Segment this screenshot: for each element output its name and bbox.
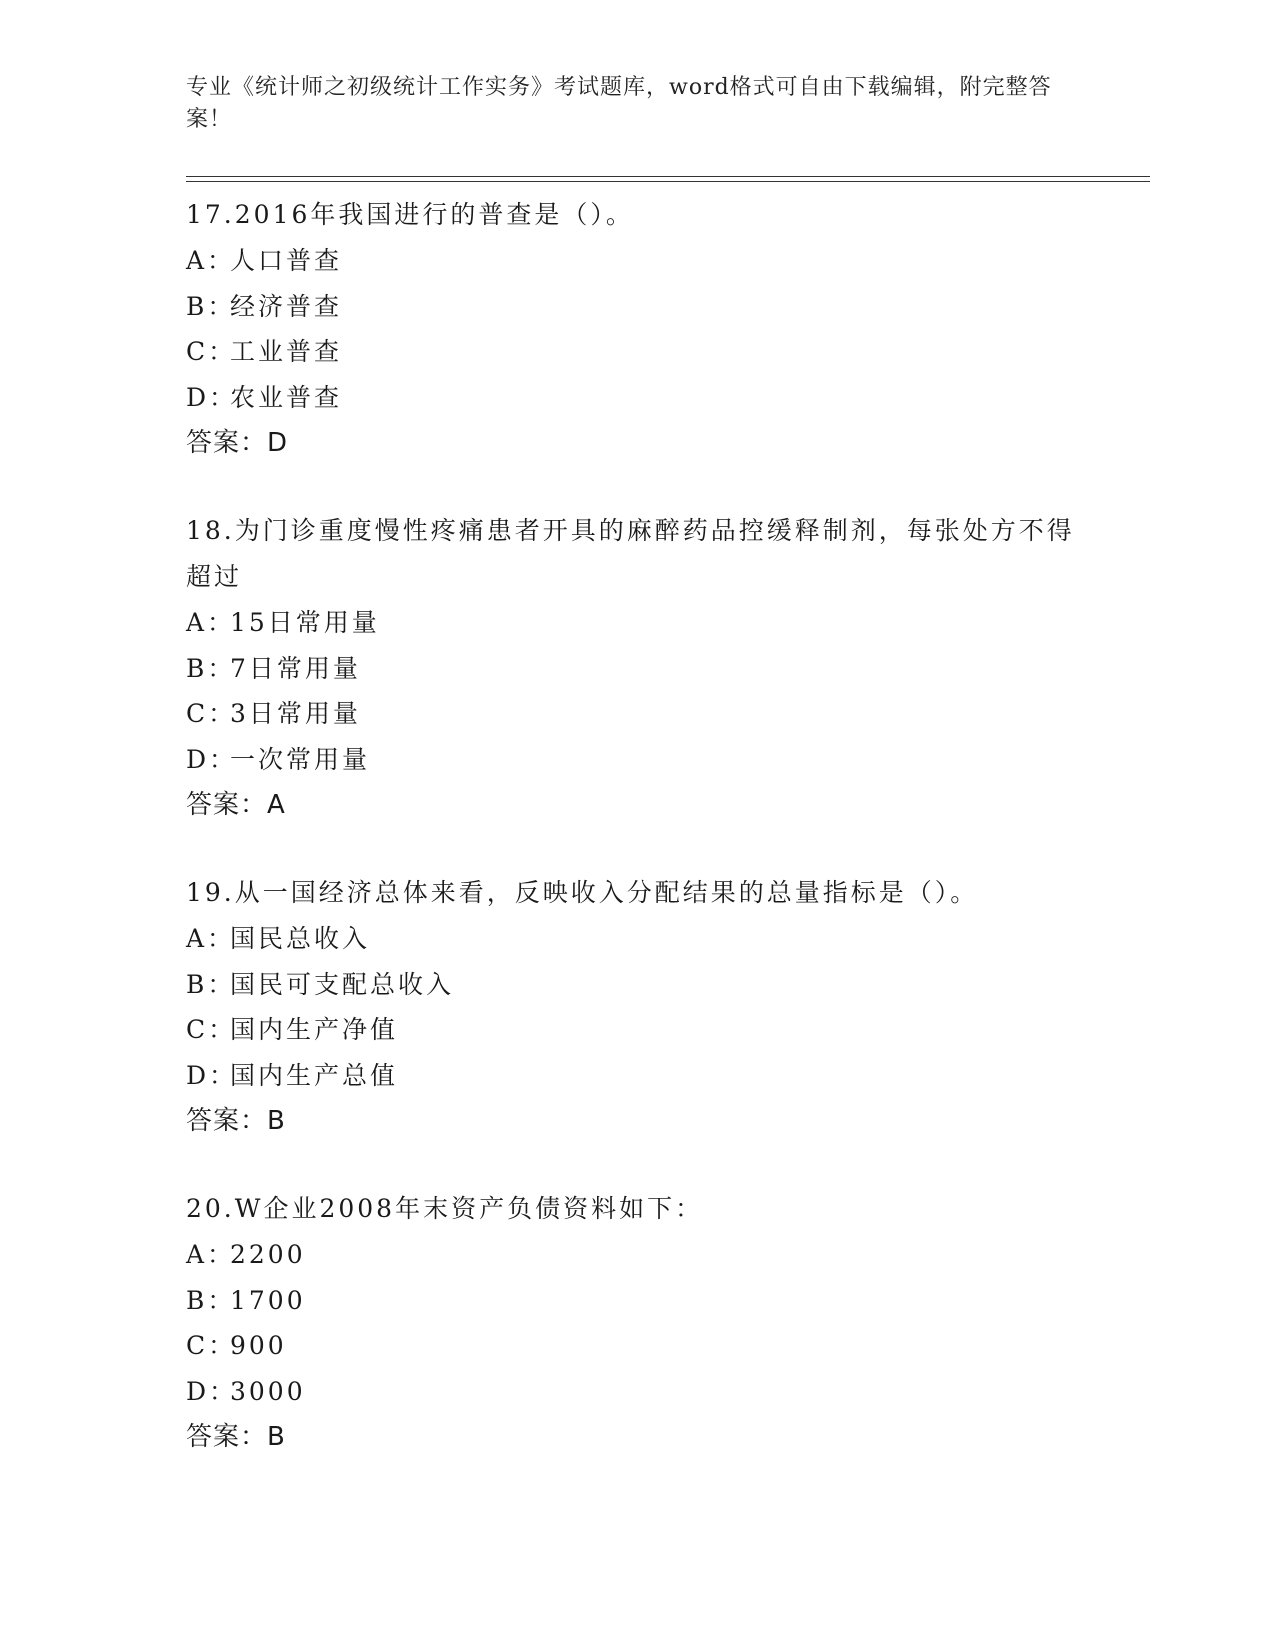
option-key: C： xyxy=(186,1331,237,1360)
option-key: A： xyxy=(186,924,236,953)
option-text: 1700 xyxy=(230,1285,306,1315)
option-a xyxy=(186,916,1086,962)
question-list xyxy=(186,192,1086,1502)
document-header: 专业《统计师之初级统计工作实务》考试题库，word格式可自由下载编辑，附完整答案！ xyxy=(186,75,1052,132)
option-b xyxy=(186,962,1086,1008)
option-a xyxy=(186,600,1086,646)
option-text: 7日常用量 xyxy=(230,653,361,683)
question-stem: 19.从一国经济总体来看，反映收入分配结果的总量指标是（）。 xyxy=(186,878,979,907)
question-18 xyxy=(186,508,1086,828)
option-c xyxy=(186,1007,1086,1053)
option-text: 15日常用量 xyxy=(230,608,380,637)
question-stem: 17.2016年我国进行的普查是（）。 xyxy=(186,200,634,229)
option-text: 900 xyxy=(230,1331,287,1360)
option-key: B： xyxy=(186,1285,236,1315)
option-d xyxy=(186,1369,1086,1415)
option-key: C： xyxy=(186,337,237,366)
answer-line: 答案：D xyxy=(186,428,289,458)
option-text: 国民可支配总收入 xyxy=(230,969,455,999)
option-text: 2200 xyxy=(230,1240,306,1269)
option-d xyxy=(186,375,1086,421)
option-text: 人口普查 xyxy=(230,246,343,275)
option-key: C： xyxy=(186,699,237,728)
answer-line: 答案：A xyxy=(186,790,286,820)
option-text: 农业普查 xyxy=(230,382,343,412)
option-c xyxy=(186,691,1086,737)
option-key: B： xyxy=(186,653,236,683)
option-key: D： xyxy=(186,1376,238,1406)
question-19 xyxy=(186,870,1086,1144)
header-divider-bottom xyxy=(186,181,1150,182)
option-key: A： xyxy=(186,608,236,637)
option-b xyxy=(186,284,1086,330)
question-20 xyxy=(186,1186,1086,1460)
answer-line: 答案：B xyxy=(186,1422,286,1452)
header-divider-top xyxy=(186,176,1150,177)
answer-line: 答案：B xyxy=(186,1106,286,1136)
option-key: A： xyxy=(186,246,236,275)
option-text: 国内生产总值 xyxy=(230,1060,399,1090)
option-text: 一次常用量 xyxy=(230,744,371,774)
option-text: 工业普查 xyxy=(230,337,343,366)
question-17 xyxy=(186,192,1086,466)
option-text: 国民总收入 xyxy=(230,924,371,953)
option-key: D： xyxy=(186,382,238,412)
option-d xyxy=(186,1053,1086,1099)
option-b xyxy=(186,646,1086,692)
option-c xyxy=(186,1323,1086,1369)
option-a xyxy=(186,238,1086,284)
option-key: B： xyxy=(186,291,236,321)
option-d xyxy=(186,737,1086,783)
option-c xyxy=(186,329,1086,375)
option-key: A： xyxy=(186,1240,236,1269)
question-stem: 18.为门诊重度慢性疼痛患者开具的麻醉药品控缓释制剂，每张处方不得超过 xyxy=(186,516,1075,591)
option-key: D： xyxy=(186,1060,238,1090)
option-key: B： xyxy=(186,969,236,999)
option-text: 3000 xyxy=(230,1376,306,1406)
option-b xyxy=(186,1278,1086,1324)
option-text: 3日常用量 xyxy=(230,699,361,728)
option-key: D： xyxy=(186,744,238,774)
option-text: 国内生产净值 xyxy=(230,1015,399,1044)
option-a xyxy=(186,1232,1086,1278)
question-stem: 20.W企业2008年末资产负债资料如下： xyxy=(186,1194,704,1223)
option-key: C： xyxy=(186,1015,237,1044)
option-text: 经济普查 xyxy=(230,291,343,321)
